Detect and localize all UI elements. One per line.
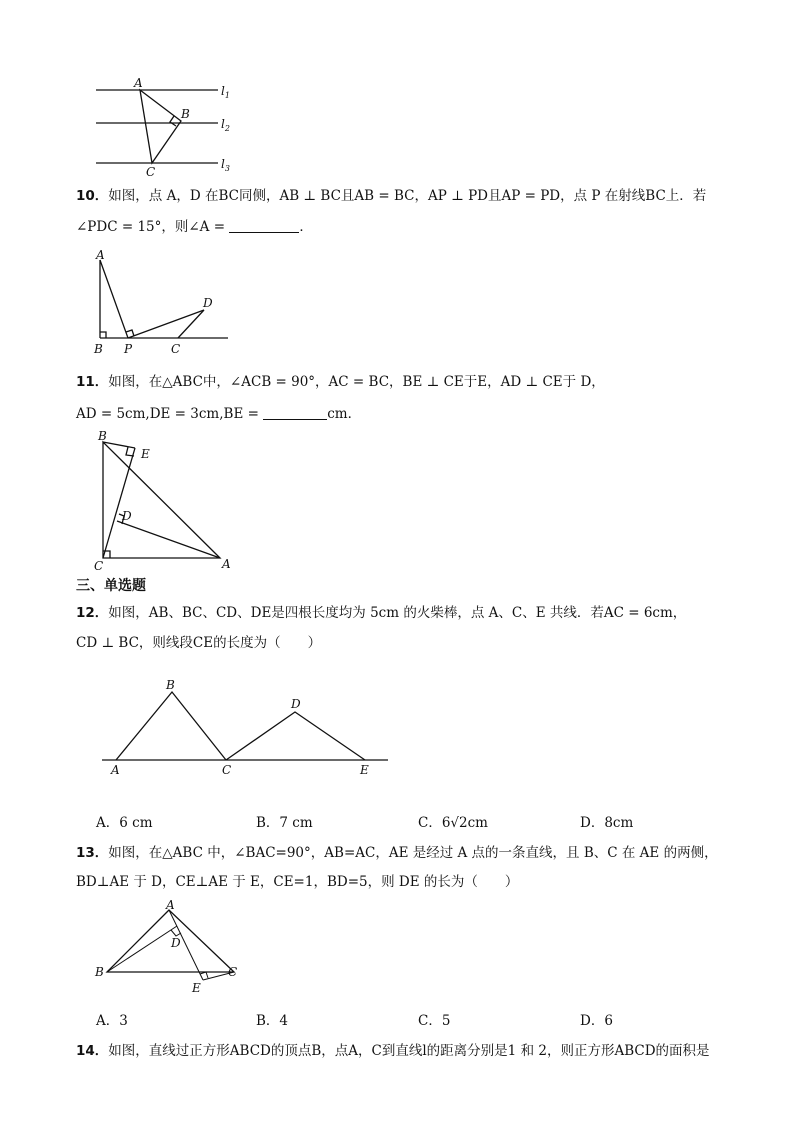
label-b: B bbox=[94, 342, 103, 356]
figure-q12 bbox=[96, 674, 396, 780]
label-a: A bbox=[222, 557, 231, 571]
label-l2: $l_2$ bbox=[221, 117, 230, 133]
q11-number: 11． bbox=[76, 374, 109, 390]
q13-line1 bbox=[76, 843, 718, 863]
triangle-abc bbox=[140, 90, 181, 163]
matchsticks-ab-bc bbox=[116, 692, 226, 760]
label-b: B bbox=[95, 965, 104, 979]
q13-option-b[interactable]: B．4 bbox=[256, 1013, 289, 1029]
figure-q13 bbox=[92, 900, 252, 998]
q12-option-a[interactable]: A．6 cm bbox=[96, 815, 153, 831]
q13-option-a[interactable]: A．3 bbox=[96, 1013, 128, 1029]
label-a: A bbox=[166, 900, 175, 912]
q12-option-c[interactable]: C．6√2cm bbox=[418, 815, 488, 831]
q10-text-2b: ． bbox=[299, 219, 313, 235]
q13-text-1: 如图，在△ABC 中，∠BAC=90°，AB=AC，AE 是经过 A 点的一条直线，且 B、C 在 AE 的两侧， bbox=[108, 845, 718, 861]
triangle-abc bbox=[103, 442, 220, 558]
label-p: P bbox=[124, 342, 133, 356]
q11-line1 bbox=[76, 372, 605, 392]
q13-line2 bbox=[76, 872, 518, 892]
q10-answer-blank[interactable] bbox=[229, 218, 299, 233]
label-e: E bbox=[192, 981, 201, 995]
label-c: C bbox=[146, 165, 156, 179]
q10-line2 bbox=[76, 217, 313, 237]
label-c: C bbox=[94, 559, 104, 573]
label-d: D bbox=[122, 509, 132, 523]
segment-pd bbox=[128, 310, 204, 338]
q12-option-b[interactable]: B．7 cm bbox=[256, 815, 313, 831]
right-angle-mark bbox=[170, 116, 176, 126]
q12-text-1: 如图，AB、BC、CD、DE是四根长度均为 5cm 的火柴棒，点 A、C、E 共线．若AC = 6cm， bbox=[108, 605, 687, 621]
label-l1: $l_1$ bbox=[221, 84, 230, 100]
label-d: D bbox=[291, 697, 301, 711]
figure-q11 bbox=[88, 428, 238, 573]
label-b: B bbox=[181, 107, 190, 121]
q13-text-2: BD⊥AE 于 D，CE⊥AE 于 E，CE=1，BD=5，则 DE 的长为（ ） bbox=[76, 874, 519, 890]
matchsticks-cd-de bbox=[226, 712, 365, 760]
q11-line2 bbox=[76, 404, 361, 424]
label-l3: $l_3$ bbox=[221, 157, 230, 173]
label-b: B bbox=[98, 429, 107, 443]
label-d: D bbox=[203, 296, 213, 310]
label-c: C bbox=[228, 965, 238, 979]
q12-line2 bbox=[76, 633, 321, 653]
q14-text-1: 如图，直线过正方形ABCD的顶点B，点A，C到直线l的距离分别是1 和 2，则正方形ABCD的面积是 bbox=[108, 1043, 710, 1059]
label-e: E bbox=[360, 763, 369, 777]
q12-number: 12． bbox=[76, 605, 109, 621]
q11-text-1: 如图，在△ABC中，∠ACB = 90°，AC = BC，BE ⊥ CE于E，AD ⊥ CE于 D， bbox=[108, 374, 605, 390]
right-angle-b bbox=[100, 332, 106, 338]
q11-text-2b: cm． bbox=[327, 406, 362, 422]
label-e: E bbox=[141, 447, 150, 461]
q14-line1 bbox=[76, 1041, 710, 1061]
label-a: A bbox=[134, 76, 143, 90]
label-d: D bbox=[171, 936, 181, 950]
label-b: B bbox=[166, 678, 175, 692]
segment-ap bbox=[100, 260, 128, 338]
q13-option-d[interactable]: D．6 bbox=[580, 1013, 613, 1029]
section-title: 三、单选题 bbox=[76, 578, 146, 594]
q10-line1 bbox=[76, 186, 706, 206]
label-a: A bbox=[111, 763, 120, 777]
q12-text-2: CD ⊥ BC，则线段CE的长度为（ ） bbox=[76, 635, 322, 651]
label-a: A bbox=[96, 248, 105, 262]
label-c: C bbox=[222, 763, 232, 777]
q12-line1 bbox=[76, 603, 686, 623]
q12-option-d[interactable]: D．8cm bbox=[580, 815, 634, 831]
q10-text-2a: ∠PDC = 15°，则∠A = bbox=[76, 219, 230, 235]
q13-option-c[interactable]: C．5 bbox=[418, 1013, 451, 1029]
line-ce bbox=[103, 448, 135, 558]
segment-bd bbox=[107, 926, 177, 972]
q11-text-2a: AD = 5cm,DE = 3cm,BE = bbox=[76, 406, 264, 422]
segment-ad bbox=[117, 521, 220, 558]
q10-number: 10． bbox=[76, 188, 109, 204]
figure-q9 bbox=[88, 76, 248, 180]
q13-number: 13． bbox=[76, 845, 109, 861]
q10-text-1: 如图，点 A，D 在BC同侧，AB ⊥ BC且AB = BC，AP ⊥ PD且AP = PD，点 P 在射线BC上．若 bbox=[108, 188, 707, 204]
figure-q10 bbox=[86, 248, 236, 358]
label-c: C bbox=[171, 342, 181, 356]
q11-answer-blank[interactable] bbox=[263, 405, 327, 420]
q14-number: 14． bbox=[76, 1043, 109, 1059]
